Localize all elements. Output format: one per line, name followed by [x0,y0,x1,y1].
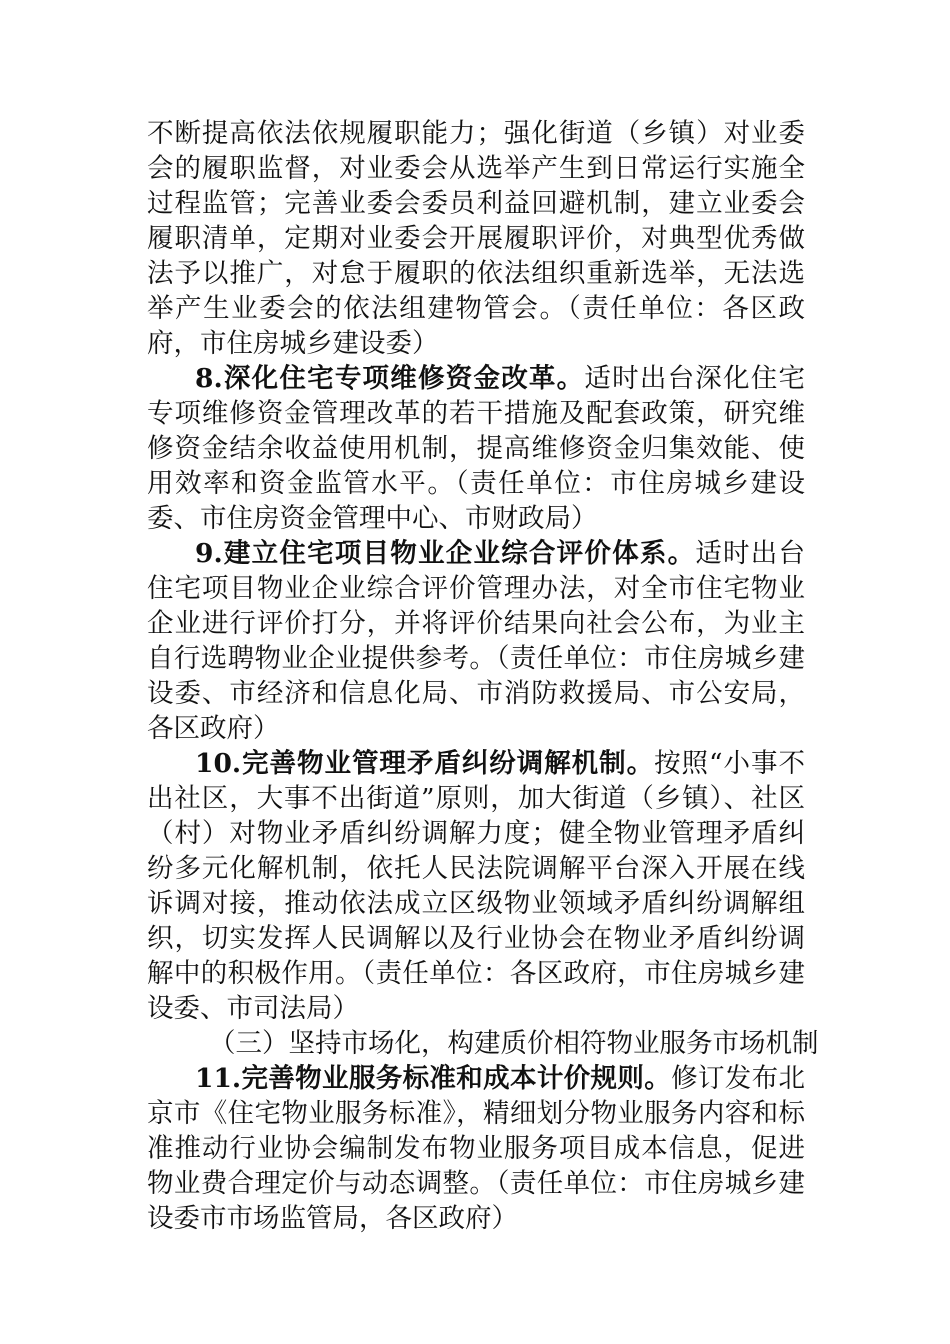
item-11-heading: 11.完善物业服务标准和成本计价规则。 [195,1063,672,1094]
item-11 [147,1061,805,1236]
item-10 [147,746,805,1026]
item-9 [147,536,805,746]
document-body [147,116,819,1236]
item-9-body: 适时出台住宅项目物业企业综合评价管理办法，对全市住宅物业企业进行评价打分，并将评价结果向社会公布，为业主自行选聘物业企业提供参考。（责任单位：市住房城乡建设委、市经济和信息化局、市消防救援局、市公安局，各区政府） [147,538,806,744]
item-10-heading: 10.完善物业管理矛盾纠纷调解机制。 [195,748,655,779]
item-8-heading: 8.深化住宅专项维修资金改革。 [195,363,585,394]
section-heading: （三）坚持市场化，构建质价相符物业服务市场机制 [209,1028,819,1059]
intro-paragraph: 不断提高依法依规履职能力；强化街道（乡镇）对业委会的履职监督，对业委会从选举产生到日常运行实施全过程监管；完善业委会委员利益回避机制，建立业委会履职清单，定期对业委会开展履职评价，对典型优秀做法予以推广，对怠于履职的依法组织重新选举，无法选举产生业委会的依法组建物管会。（责任单位：各区政府，市住房城乡建设委） [147,118,805,359]
item-10-body: 按照“小事不出社区，大事不出街道”原则，加大街道（乡镇）、社区（村）对物业矛盾纠纷调解力度；健全物业管理矛盾纠纷多元化解机制，依托人民法院调解平台深入开展在线诉调对接，推动依法成立区级物业领域矛盾纠纷调解组织，切实发挥人民调解以及行业协会在物业矛盾纠纷调解中的积极作用。（责任单位：各区政府，市住房城乡建设委、市司法局） [147,748,805,1024]
item-8 [147,361,805,536]
item-11-body: 修订发布北京市《住宅物业服务标准》，精细划分物业服务内容和标准推动行业协会编制发布物业服务项目成本信息，促进物业费合理定价与动态调整。（责任单位：市住房城乡建设委市市场监管局，各区政府） [147,1063,806,1234]
item-8-body: 适时出台深化住宅专项维修资金管理改革的若干措施及配套政策，研究维修资金结余收益使用机制，提高维修资金归集效能、使用效率和资金监管水平。（责任单位：市住房城乡建设委、市住房资金管理中心、市财政局） [147,363,805,534]
item-9-heading: 9.建立住宅项目物业企业综合评价体系。 [195,538,696,569]
